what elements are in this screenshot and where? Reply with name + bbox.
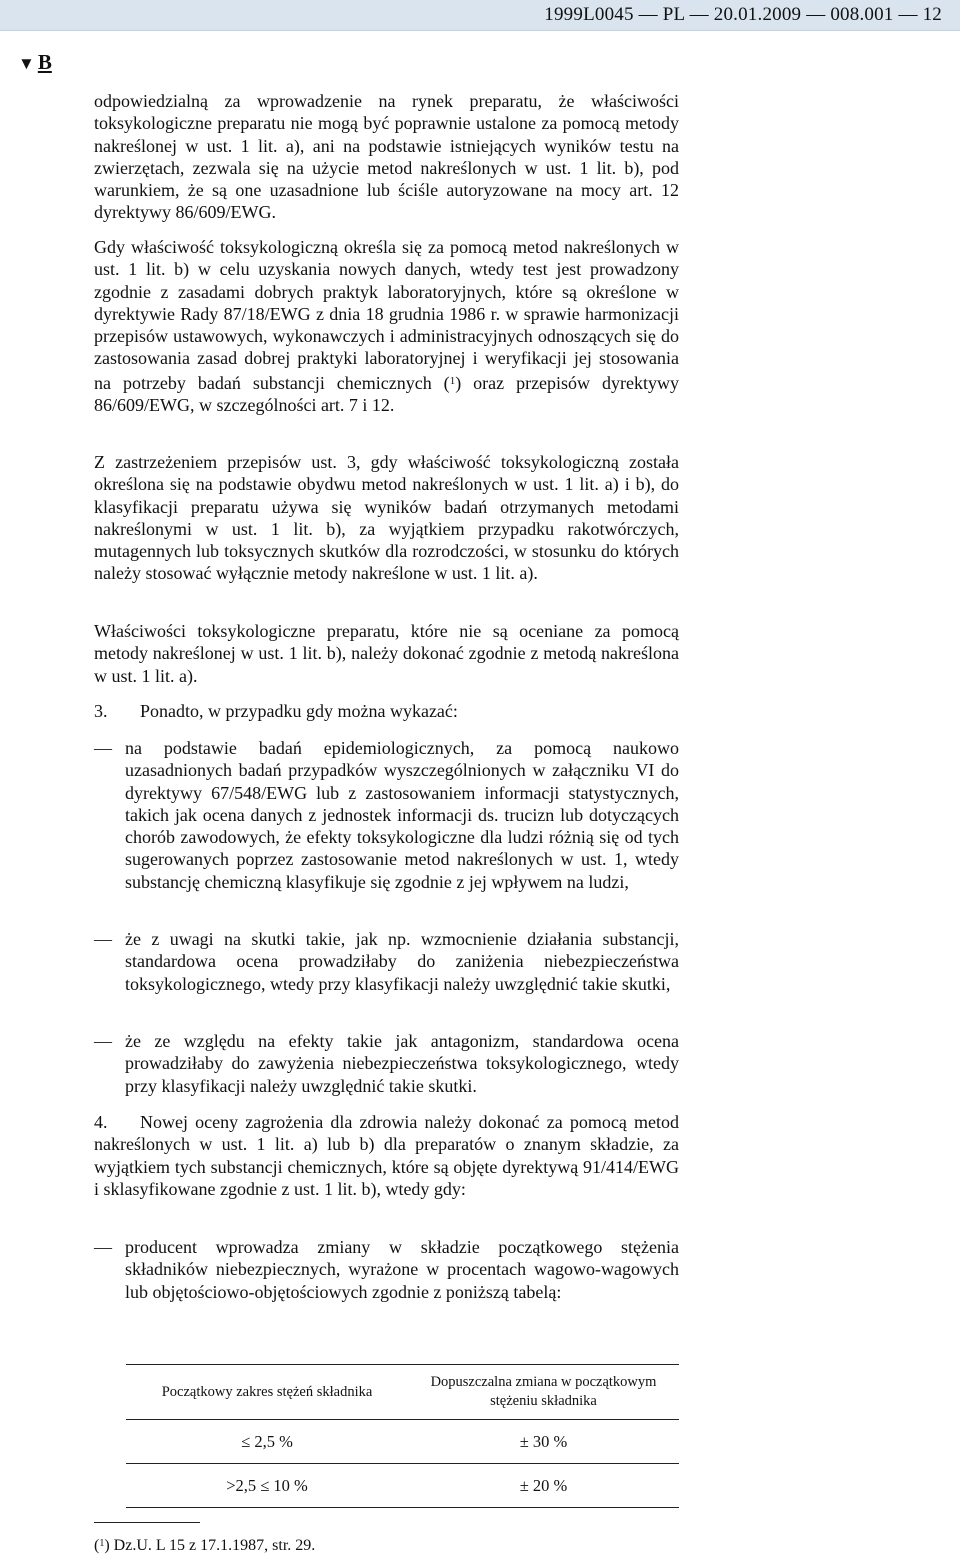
marker-label: B xyxy=(37,50,52,74)
section-3-intro: Ponadto, w przypadku gdy można wykazać: xyxy=(140,701,458,721)
section-4-number: 4. xyxy=(94,1112,108,1132)
triangle-down-icon: ▼ xyxy=(18,54,35,73)
list-item: na podstawie badań epidemiologicznych, za pomocą naukowo uzasadnionych badań przypadków wyszczególnionych w załączniku VI do dyrektywy 67/548/EWG lub z zastosowaniem informacji statystycznych, takich jak ocena danych z jednostek informacji ds. trucizn lub dotyczących chorób zawodowych, że efekty toksykologiczne dla ludzi różnią się od tych sugerowanych poprzez zastosowanie metod nakreślonych w ust. 1, wtedy substancję chemiczną klasyfikuje się zgodnie z jej wpływem na ludzi, xyxy=(125,738,679,892)
list-item: że z uwagi na skutki takie, jak np. wzmocnienie działania substancji, standardowa ocena prowadziłaby do zaniżenia niebezpieczeństwa toksykologicznego, wtedy przy klasyfikacji należy uwzględnić takie skutki, xyxy=(125,929,679,994)
footnote: ($^1$) Dz.U. L 15 z 17.1.1987, str. 29. xyxy=(94,1537,316,1554)
footnote-divider xyxy=(94,1522,200,1523)
table-row xyxy=(126,1420,679,1464)
table-cell: ≤ 2,5 % xyxy=(126,1420,408,1464)
dash-bullet: — xyxy=(94,1237,112,1257)
paragraph-2: Gdy właściwość toksykologiczną określa się za pomocą metod nakreślonych w ust. 1 lit. b) w celu uzyskania nowych danych, wtedy test jest prowadzony zgodnie z zasadami dobrych praktyk laboratoryjnych, które są określone w dyrektywie Rady 87/18/EWG z dnia 18 grudnia 1986 r. w sprawie harmonizacji przepisów ustawowych, wykonawczych i administracyjnych odnoszących się do zastosowania zasad dobrej praktyki laboratoryjnej i weryfikacji jej stosowania na potrzeby badań substancji chemicznych ($^1$) oraz przepisów dyrektywy 86/609/EWG, w szczególności art. 7 i 12. xyxy=(94,237,679,416)
table-header-row xyxy=(126,1365,679,1420)
column-header: Dopuszczalna zmiana w początkowym stężeniu składnika xyxy=(408,1365,679,1420)
document-header xyxy=(0,0,960,31)
paragraph-4: Właściwości toksykologiczne preparatu, które nie są oceniane za pomocą metody nakreślonej w ust. 1 lit. b), należy dokonać zgodnie z metodą nakreślona w ust. 1 lit. a). xyxy=(94,621,679,686)
table-row xyxy=(126,1464,679,1508)
column-header: Początkowy zakres stężeń składnika xyxy=(126,1365,408,1420)
paragraph-3: Z zastrzeżeniem przepisów ust. 3, gdy właściwość toksykologiczną została określona się na podstawie obydwu metod nakreślonych w ust. 1 lit. a) i b), do klasyfikacji preparatu używa się wyników badań otrzymanych metodami nakreślonymi w ust. 1 lit. b), za wyjątkiem przypadku rakotwórczych, mutagennych lub toksycznych skutków dla rozrodczości, w stosunku do których należy stosować wyłącznie metody nakreślone w ust. 1 lit. a). xyxy=(94,452,679,584)
dash-bullet: — xyxy=(94,1031,112,1051)
table-cell: ± 30 % xyxy=(408,1420,679,1464)
dash-bullet: — xyxy=(94,929,112,949)
dash-bullet: — xyxy=(94,738,112,758)
table-cell: ± 20 % xyxy=(408,1464,679,1508)
section-3-number: 3. xyxy=(94,701,108,721)
footnote-number: 1 xyxy=(99,1538,105,1549)
section-4-text: Nowej oceny zagrożenia dla zdrowia należy dokonać za pomocą metod nakreślonych w ust. 1 lit. a) lub b) dla preparatów o znanym składzie, za wyjątkiem tych substancji chemicznych, które są objęte dyrektywą 91/414/EWG i sklasyfikowane zgodnie z ust. 1 lit. b), wtedy gdy: xyxy=(94,1112,679,1199)
table-cell: >2,5 ≤ 10 % xyxy=(126,1464,408,1508)
amendment-marker xyxy=(18,50,52,75)
paragraph-1: odpowiedzialną za wprowadzenie na rynek preparatu, że właściwości toksykologiczne preparatu nie mogą być poprawnie ustalone za pomocą metody nakreślonej w ust. 1 lit. a), ani na podstawie istniejących wyników testu na zwierzętach, zezwala się na użycie metod nakreślonych w ust. 1 lit. b), pod warunkiem, że są one uzasadnione lub ściśle autoryzowane na mocy art. 12 dyrektywy 86/609/EWG. xyxy=(94,91,679,223)
footnote-text: Dz.U. L 15 z 17.1.1987, str. 29. xyxy=(113,1537,316,1554)
list-item: że ze względu na efekty takie jak antagonizm, standardowa ocena prowadziłaby do zawyżenia niebezpieczeństwa toksykologicznego, wtedy przy klasyfikacji należy uwzględnić takie skutki. xyxy=(125,1031,679,1096)
variation-table xyxy=(126,1364,679,1508)
footnote-reference[interactable]: 1 xyxy=(449,374,456,387)
document-reference: 1999L0045 — PL — 20.01.2009 — 008.001 — 12 xyxy=(544,4,942,25)
list-item: producent wprowadza zmiany w składzie początkowego stężenia składników niebezpiecznych, wyrażone w procentach wagowo-wagowych lub objętościowo-objętościowych zgodnie z poniższą tabelą: xyxy=(125,1237,679,1302)
